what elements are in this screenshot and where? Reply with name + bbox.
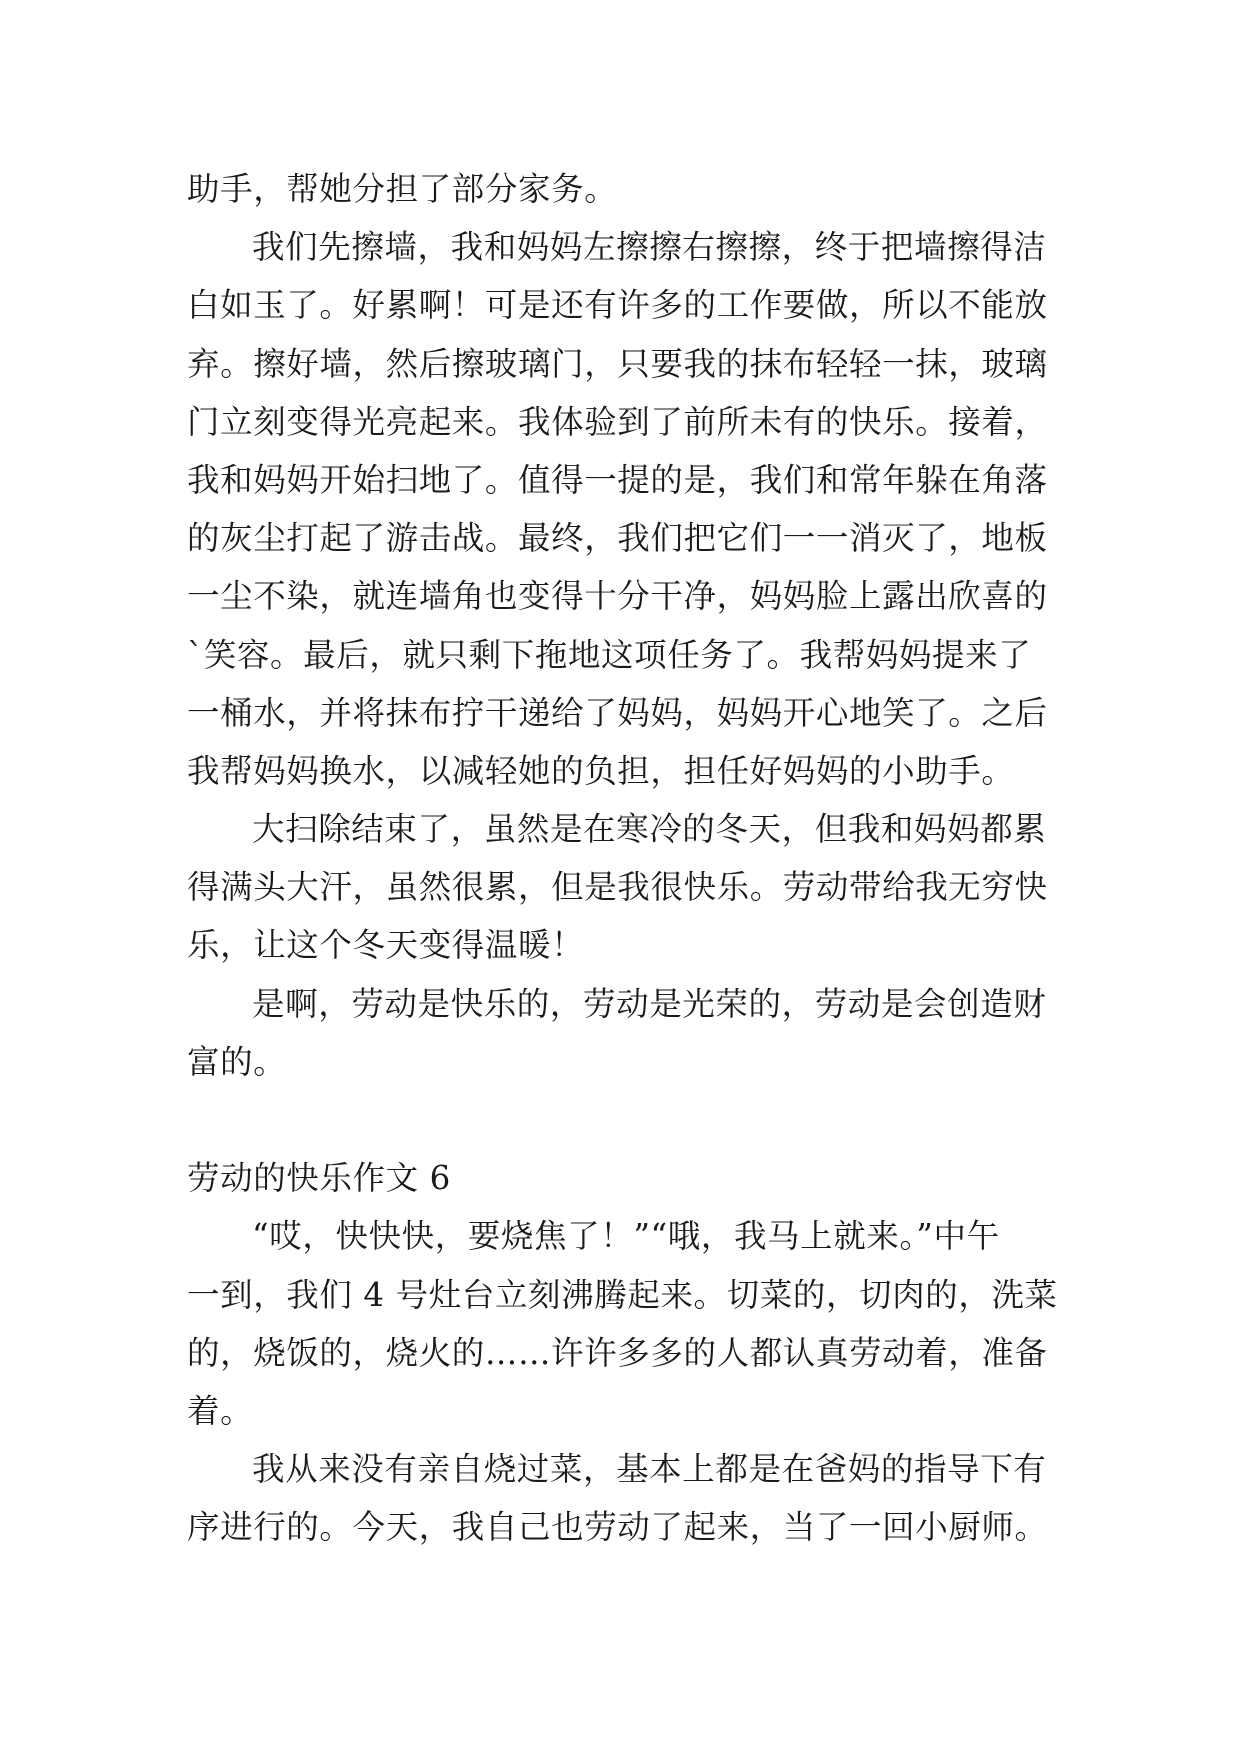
text-line: 序进行的。今天，我自己也劳动了起来，当了一回小厨师。	[187, 1508, 1048, 1547]
text-line: 我从来没有亲自烧过菜，基本上都是在爸妈的指导下有	[252, 1450, 1047, 1489]
text-line: 一到，我们 4 号灶台立刻沸腾起来。切菜的，切肉的，洗菜	[187, 1275, 1058, 1314]
text-line: 我们先擦墙，我和妈妈左擦擦右擦擦，终于把墙擦得洁	[252, 228, 1047, 267]
section-title: 劳动的快乐作文 6	[187, 1159, 451, 1198]
text-line: 白如玉了。好累啊！可是还有许多的工作要做，所以不能放	[187, 286, 1048, 325]
text-line: 弃。擦好墙，然后擦玻璃门，只要我的抹布轻轻一抹，玻璃	[187, 344, 1048, 383]
text-line: “哎，快快快，要烧焦了！”“哦，我马上就来。”中午	[252, 1217, 1000, 1256]
essay-body	[187, 160, 1057, 1557]
paragraph-cleaning	[187, 218, 1057, 800]
text-line: 乐，让这个冬天变得温暖！	[187, 926, 585, 965]
text-line: 大扫除结束了，虽然是在寒冷的冬天，但我和妈妈都累	[252, 810, 1047, 849]
paragraph-end	[187, 800, 1057, 975]
text-line: 门立刻变得光亮起来。我体验到了前所未有的快乐。接着，	[187, 402, 1048, 441]
text-line: 助手，帮她分担了部分家务。	[187, 170, 618, 208]
text-line: 富的。	[187, 1042, 287, 1081]
text-line: `笑容。最后，就只剩下拖地这项任务了。我帮妈妈提来了	[187, 635, 1032, 674]
text-line: 得满头大汗，虽然很累，但是我很快乐。劳动带给我无穷快	[187, 868, 1048, 907]
text-line: 着。	[187, 1391, 254, 1430]
text-line: 的灰尘打起了游击战。最终，我们把它们一一消灭了，地板	[187, 519, 1048, 558]
paragraph-cooking	[187, 1440, 1057, 1556]
text-line: 一桶水，并将抹布拧干递给了妈妈，妈妈开心地笑了。之后	[187, 693, 1048, 732]
text-line: 我帮妈妈换水，以减轻她的负担，担任好妈妈的小助手。	[187, 751, 1015, 790]
spacer	[187, 1091, 1057, 1149]
text-line: 的，烧饭的，烧火的……许许多多的人都认真劳动着，准备	[187, 1333, 1048, 1372]
text-line: 我和妈妈开始扫地了。值得一提的是，我们和常年躲在角落	[187, 460, 1048, 499]
text-line: 一尘不染，就连墙角也变得十分干净，妈妈脸上露出欣喜的	[187, 577, 1048, 616]
paragraph-continuation	[187, 160, 1057, 218]
paragraph-kitchen	[187, 1207, 1057, 1440]
paragraph-conclusion	[187, 975, 1057, 1091]
text-line: 是啊，劳动是快乐的，劳动是光荣的，劳动是会创造财	[252, 984, 1047, 1023]
